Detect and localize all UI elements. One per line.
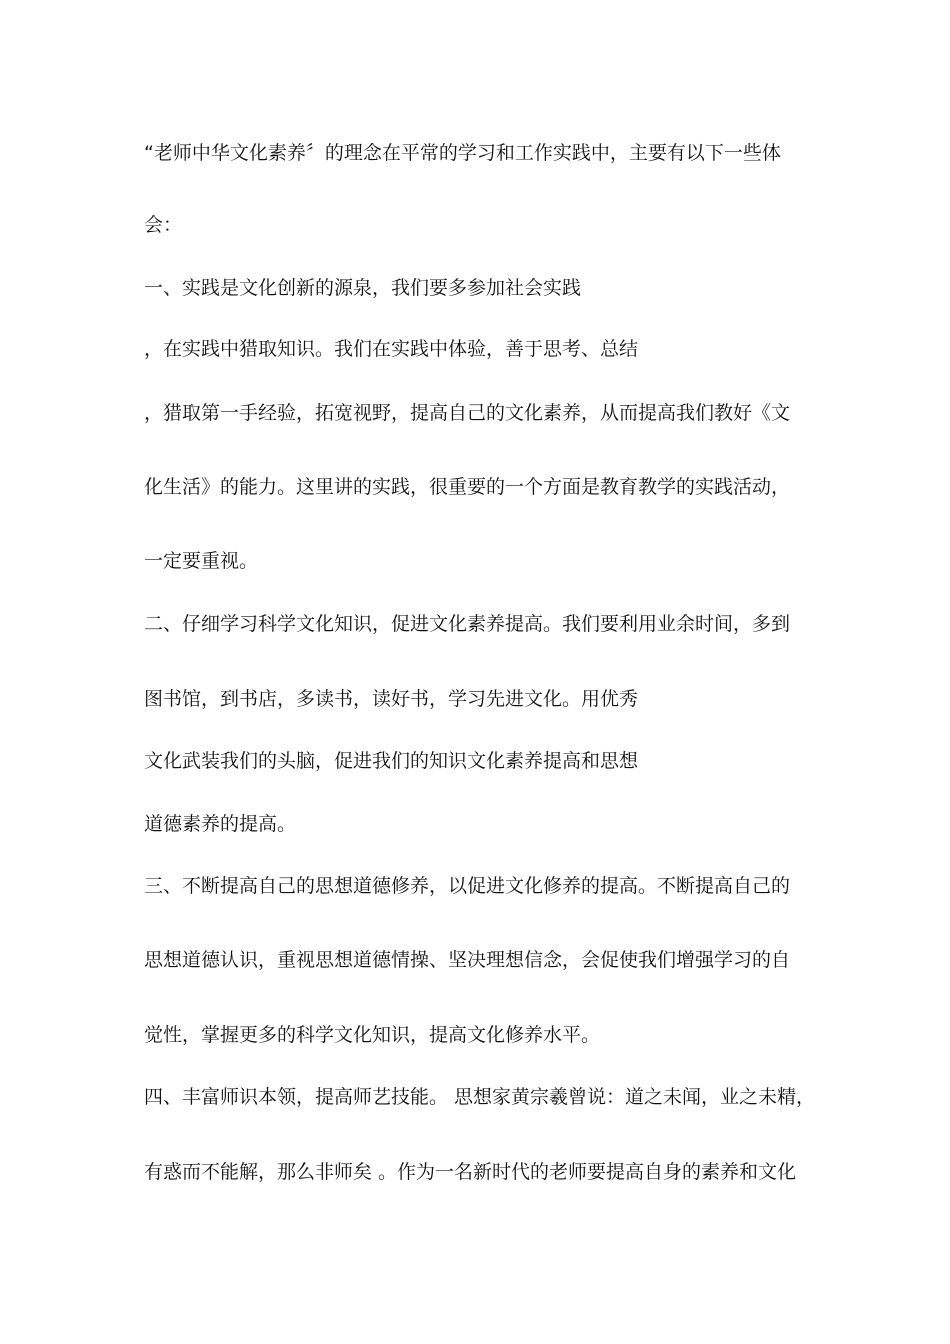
text-line: “老师中华文化素养〞的理念在平常的学习和工作实践中，主要有以下一些体 [144, 142, 781, 164]
text-line: ，在实践中猎取知识。我们在实践中体验，善于思考、总结 [144, 338, 639, 360]
text-line: 二、仔细学习科学文化知识，促进文化素养提高。我们要利用业余时间，多到 [144, 613, 791, 635]
text-line: 四、丰富师识本领，提高师艺技能。 思想家黄宗羲曾说：道之未闻，业之未精， [144, 1086, 816, 1108]
text-line: 一定要重视。 [144, 550, 259, 572]
text-line: 文化武装我们的头脑，促进我们的知识文化素养提高和思想 [144, 750, 639, 772]
text-line: 会： [144, 214, 183, 236]
text-line: 化生活》的能力。这里讲的实践，很重要的一个方面是教育教学的实践活动， [144, 476, 791, 498]
text-line: 有惑而不能解，那么非师矣 。作为一名新时代的老师要提高自身的素养和文化 [144, 1161, 797, 1183]
text-line: 觉性，掌握更多的科学文化知识，提高文化修养水平。 [144, 1024, 601, 1046]
text-line: 三、不断提高自己的思想道德修养，以促进文化修养的提高。不断提高自己的 [144, 875, 791, 897]
text-line: ，猎取第一手经验，拓宽视野，提高自己的文化素养，从而提高我们教好《文 [144, 402, 791, 424]
text-line: 一、实践是文化创新的源泉，我们要多参加社会实践 [144, 277, 582, 299]
text-line: 思想道德认识，重视思想道德情操、坚决理想信念，会促使我们增强学习的自 [144, 949, 791, 971]
text-line: 图书馆，到书店，多读书，读好书，学习先进文化。用优秀 [144, 688, 639, 710]
text-line: 道德素养的提高。 [144, 813, 297, 835]
